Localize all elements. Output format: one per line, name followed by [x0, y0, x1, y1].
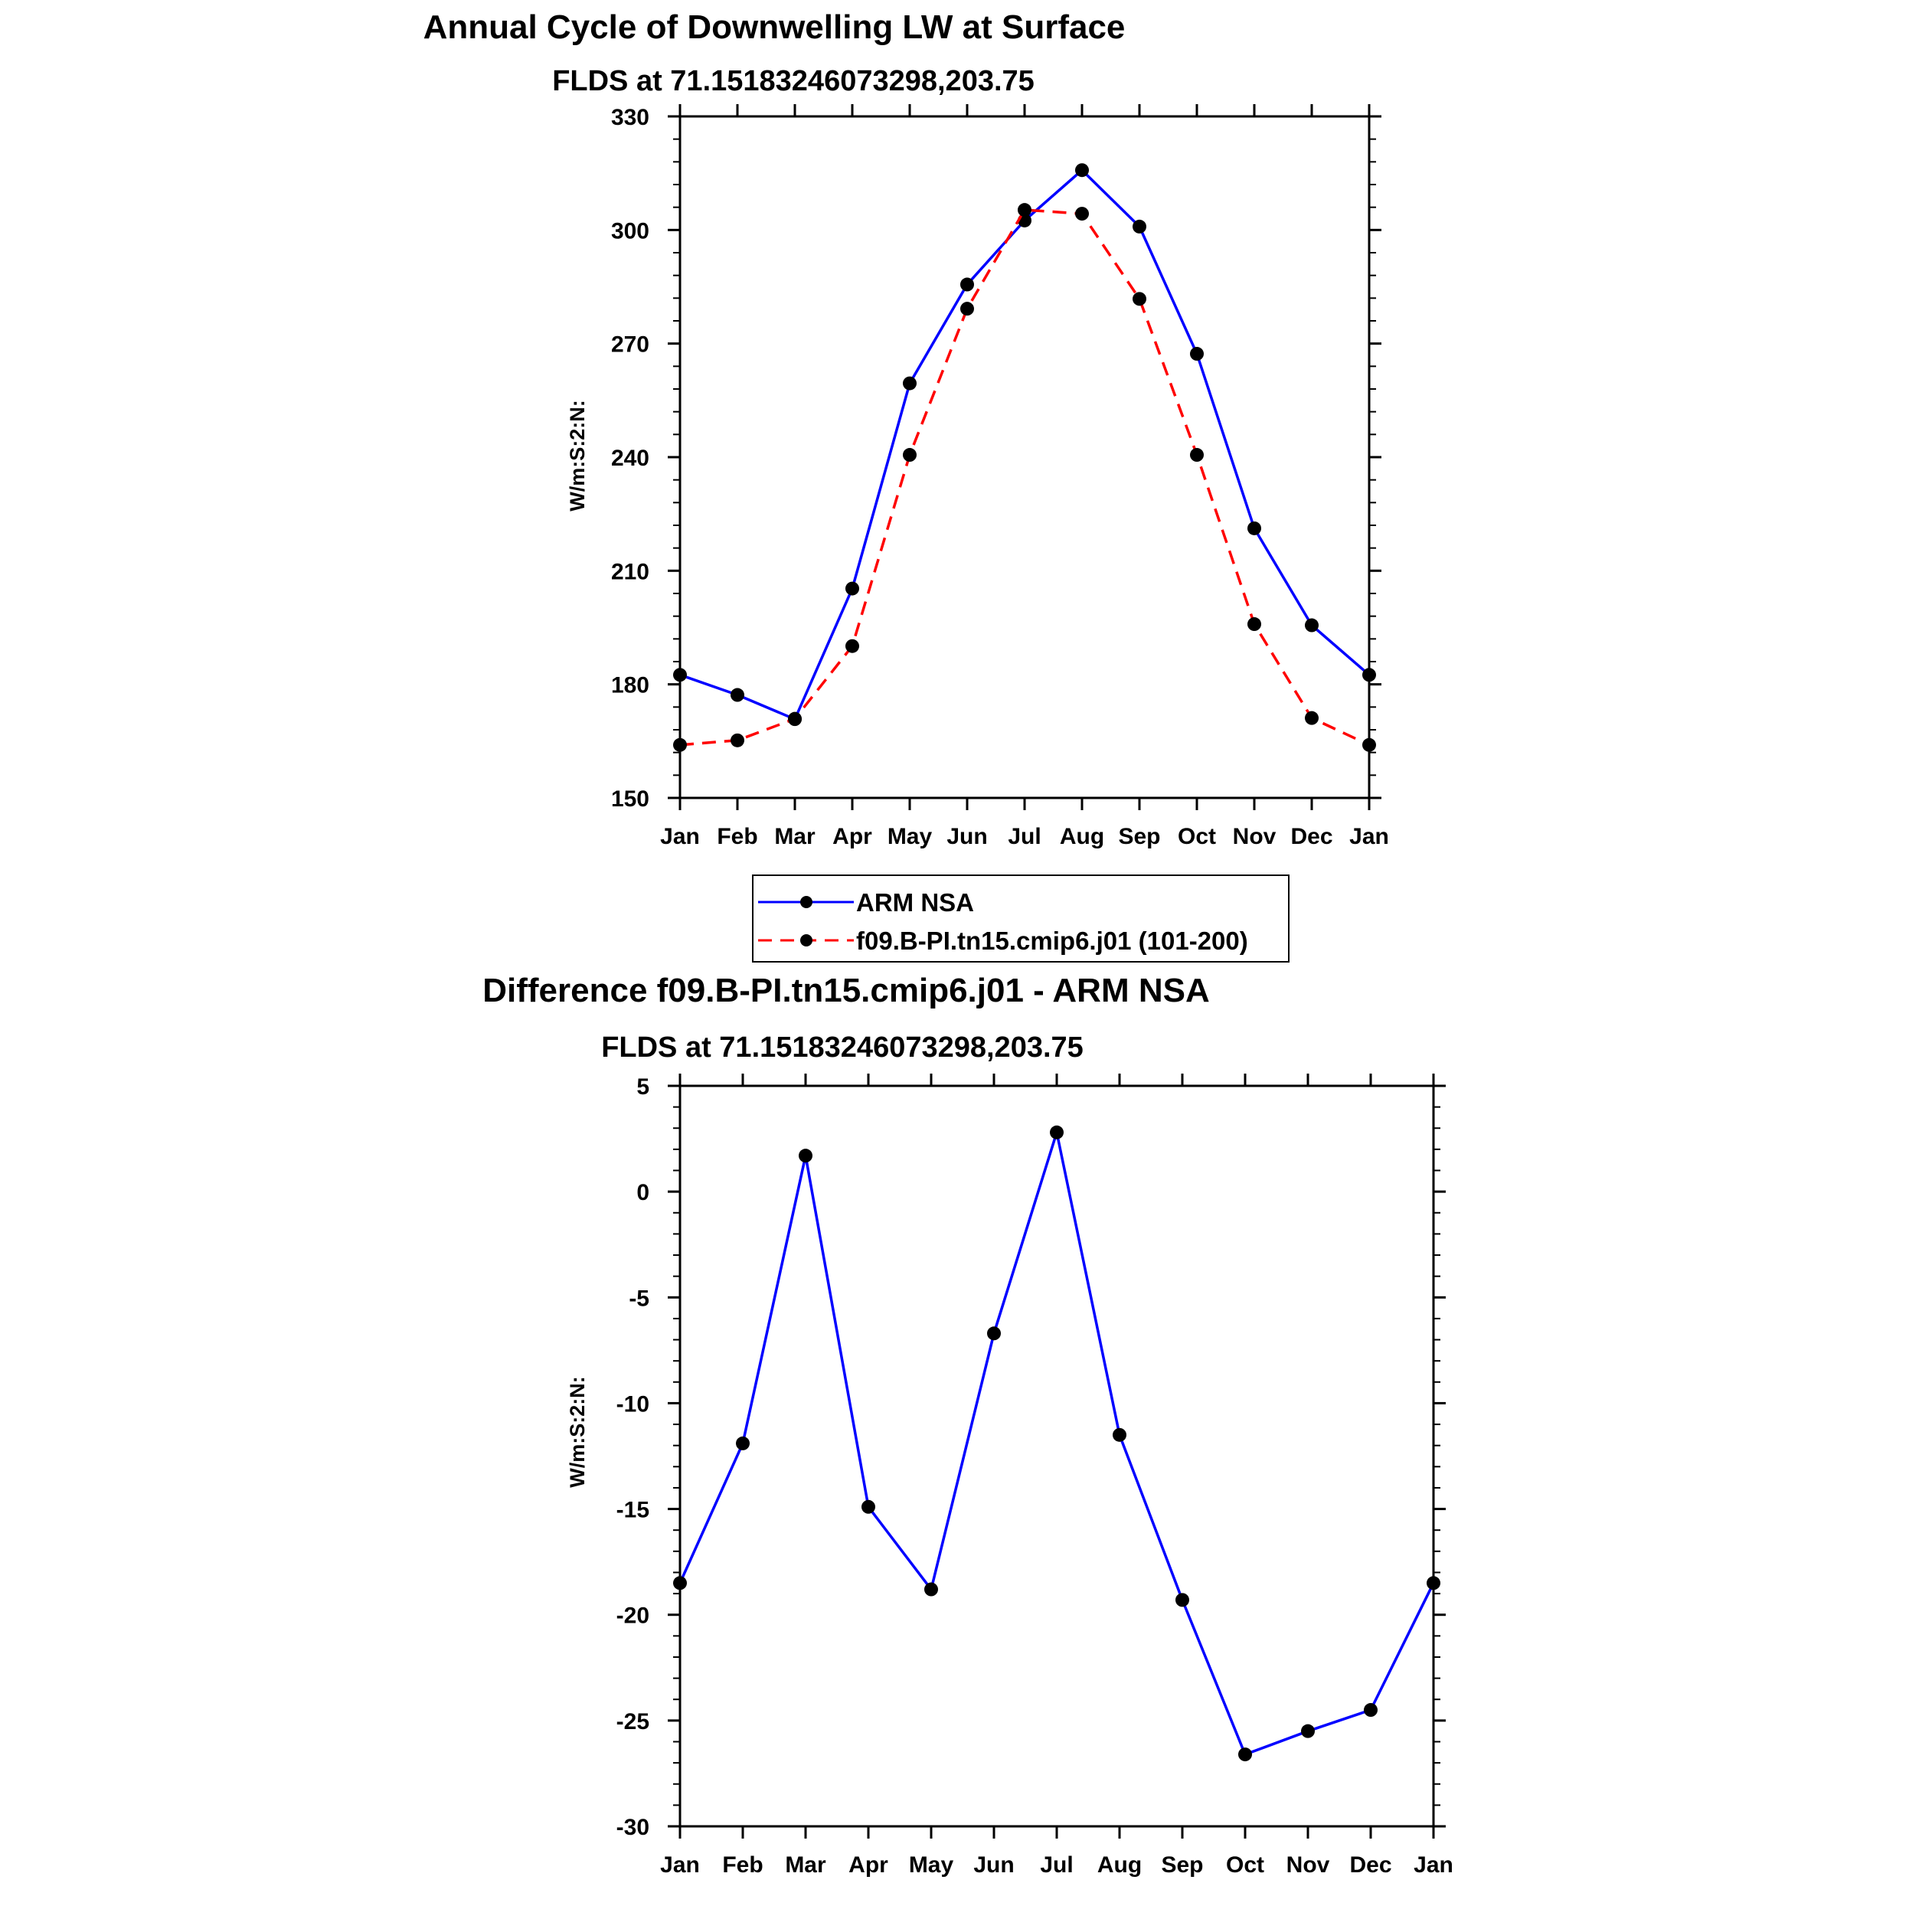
x-tick-label: Apr	[848, 1852, 888, 1878]
y-tick-label: -20	[616, 1603, 649, 1629]
x-tick-label: Oct	[1225, 1852, 1265, 1878]
data-point	[1362, 738, 1376, 752]
data-point	[1050, 1126, 1064, 1139]
y-tick-label: -5	[629, 1286, 649, 1312]
y-tick-label: 5	[636, 1074, 649, 1100]
x-tick-label: Jan	[660, 824, 700, 849]
y-tick-label: 270	[610, 332, 649, 358]
y-tick-label: 210	[610, 559, 649, 585]
x-tick-label: Jun	[946, 824, 988, 849]
plot-axes	[616, 1074, 1453, 1878]
data-point	[1190, 448, 1204, 462]
data-point	[1133, 220, 1146, 234]
plot-frame	[680, 1086, 1433, 1826]
data-point	[1113, 1428, 1126, 1442]
x-tick-label: Sep	[1118, 824, 1161, 849]
data-point	[1190, 347, 1204, 361]
data-point	[788, 712, 802, 726]
x-tick-label: Jul	[1008, 824, 1041, 849]
data-point	[731, 734, 744, 747]
x-tick-label: Apr	[832, 824, 872, 849]
data-point	[861, 1500, 875, 1514]
x-tick-label: Dec	[1349, 1852, 1392, 1878]
data-point	[960, 302, 974, 315]
data-point	[731, 688, 744, 702]
data-point	[1075, 163, 1089, 177]
data-point	[1175, 1593, 1189, 1607]
x-tick-label: Aug	[1059, 824, 1105, 849]
data-point	[1247, 521, 1261, 535]
data-point	[673, 738, 687, 752]
x-tick-label: Mar	[774, 824, 816, 849]
data-point	[1075, 207, 1089, 221]
y-tick-label: 240	[610, 446, 649, 471]
legend	[753, 875, 1289, 962]
chart-title: Annual Cycle of Downwelling LW at Surface	[423, 8, 1126, 46]
data-point	[903, 377, 917, 391]
difference-chart	[482, 972, 1453, 1878]
y-tick-label: 0	[636, 1180, 649, 1206]
y-tick-label: -10	[616, 1391, 649, 1417]
data-point	[799, 1149, 812, 1162]
data-point	[1247, 617, 1261, 631]
data-point	[903, 448, 917, 462]
x-tick-label: Jun	[973, 1852, 1015, 1878]
x-tick-label: Aug	[1097, 1852, 1143, 1878]
x-tick-label: Jul	[1040, 1852, 1074, 1878]
data-point	[1018, 203, 1031, 217]
data-point	[1305, 619, 1319, 633]
data-point	[845, 639, 859, 653]
legend-label-model: f09.B-PI.tn15.cmip6.j01 (101-200)	[856, 927, 1248, 955]
x-tick-label: Nov	[1286, 1852, 1330, 1878]
y-tick-label: -25	[616, 1708, 649, 1734]
x-tick-label: May	[887, 824, 933, 849]
x-tick-label: Feb	[717, 824, 758, 849]
data-point	[1364, 1703, 1378, 1717]
x-tick-label: Jan	[1349, 824, 1389, 849]
plot-series	[673, 163, 1376, 752]
data-point	[960, 278, 974, 292]
x-tick-label: Oct	[1177, 824, 1217, 849]
y-tick-label: 300	[610, 218, 649, 244]
annual-cycle-chart	[423, 8, 1389, 962]
data-point	[673, 668, 687, 682]
y-tick-label: -30	[616, 1815, 649, 1840]
data-point	[736, 1437, 750, 1450]
series-line-0	[680, 1133, 1433, 1754]
legend-marker-model	[800, 934, 812, 946]
x-tick-label: Jan	[1414, 1852, 1453, 1878]
x-tick-label: Jan	[660, 1852, 700, 1878]
x-tick-label: Dec	[1290, 824, 1333, 849]
series-line-0	[680, 170, 1369, 719]
data-point	[673, 1576, 687, 1590]
chart-title: Difference f09.B-PI.tn15.cmip6.j01 - ARM NSA	[482, 972, 1210, 1009]
x-tick-label: May	[908, 1852, 954, 1878]
y-tick-label: 180	[610, 672, 649, 698]
y-tick-label: 330	[610, 105, 649, 130]
chart-subtitle: FLDS at 71.15183246073298,203.75	[601, 1031, 1084, 1064]
data-point	[1133, 292, 1146, 306]
data-point	[987, 1326, 1001, 1340]
data-point	[1362, 668, 1376, 682]
plot-axes	[611, 104, 1389, 849]
data-point	[924, 1583, 938, 1597]
series-line-1	[680, 210, 1369, 745]
data-point	[1238, 1747, 1252, 1761]
y-axis-label: W/m:S:2:N:	[566, 1376, 589, 1488]
x-tick-label: Sep	[1161, 1852, 1204, 1878]
data-point	[1301, 1724, 1315, 1738]
data-point	[1305, 711, 1319, 725]
x-tick-label: Nov	[1232, 824, 1277, 849]
plot-series	[673, 1126, 1440, 1761]
chart-subtitle: FLDS at 71.15183246073298,203.75	[552, 65, 1035, 97]
x-tick-label: Feb	[722, 1852, 763, 1878]
legend-label-arm-nsa: ARM NSA	[856, 888, 974, 917]
data-point	[1427, 1576, 1440, 1590]
data-point	[845, 582, 859, 596]
y-tick-label: 150	[610, 786, 649, 812]
legend-marker-arm-nsa	[800, 896, 812, 908]
y-axis-label: W/m:S:2:N:	[566, 400, 589, 512]
x-tick-label: Mar	[785, 1852, 826, 1878]
y-tick-label: -15	[616, 1497, 649, 1523]
